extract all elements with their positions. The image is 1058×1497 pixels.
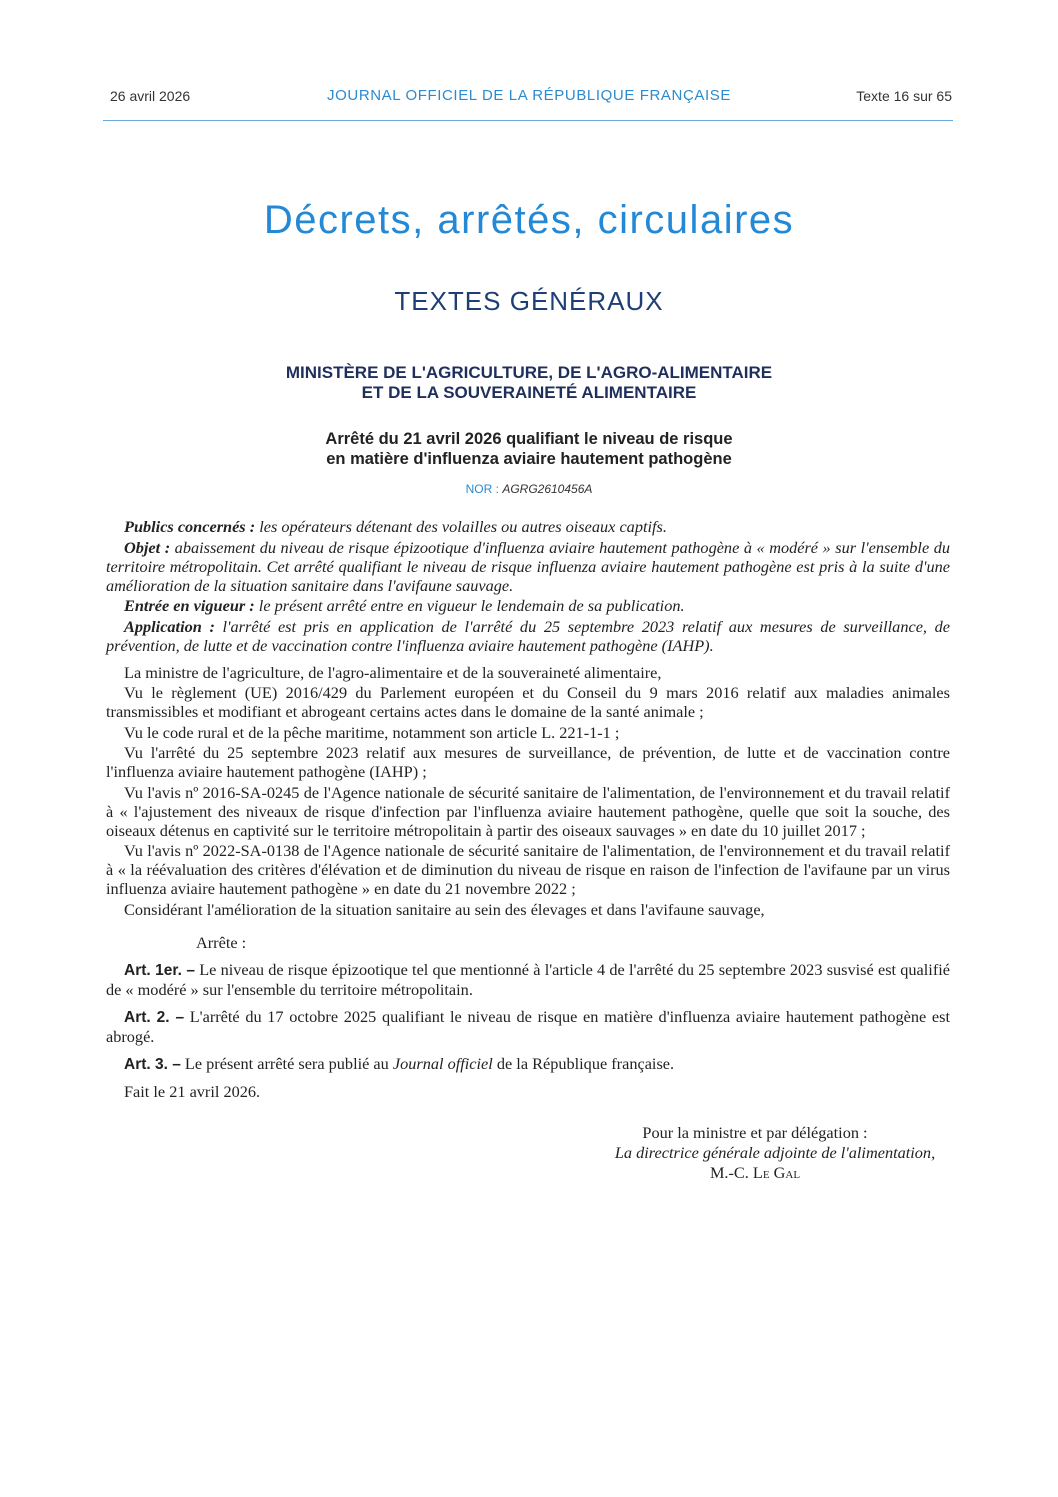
signature-block: [560, 1123, 950, 1183]
nor-reference: [0, 482, 1058, 496]
article-text: L'arrêté du 17 octobre 2025 qualifiant le niveau de risque en matière d'influenza aviaire hautement pathogène est abrogé.: [106, 1006, 950, 1046]
done-at: Fait le 21 avril 2026.: [124, 1081, 261, 1101]
signature-delegation: Pour la ministre et par délégation :: [642, 1123, 868, 1142]
header-divider: [103, 120, 953, 121]
article-label: Art. 2. –: [124, 1008, 185, 1026]
nor-label: NOR :: [465, 482, 499, 496]
nor-value: AGRG2610456A: [502, 482, 593, 496]
arrete-word: Arrête :: [196, 932, 247, 952]
preamble-paragraph: La ministre de l'agriculture, de l'agro-alimentaire et de la souveraineté alimentaire,: [124, 662, 662, 682]
ministry-heading: [0, 363, 1058, 403]
summary-publics: [106, 517, 950, 536]
arrete-title: [0, 430, 1058, 469]
article-text: de la République française.: [492, 1053, 675, 1073]
publication-date: 26 avril 2026: [110, 88, 191, 104]
arrete-title-line: en matière d'influenza aviaire hautement pathogène: [326, 449, 732, 468]
summary-text: abaissement du niveau de risque épizootique d'influenza aviaire hautement pathogène à « modéré » sur l'ensemble du territoire métropolitain. Cet arrêté qualifiant le niveau de risque influenza aviaire hautement pathogène est pris à la suite d'une amélioration de la situation sanitaire dans l'avifaune sauvage.: [106, 537, 950, 595]
page-indicator: Texte 16 sur 65: [856, 88, 952, 104]
signatory-name: M.-C. Le Gal: [709, 1163, 801, 1182]
ministry-line: ET DE LA SOUVERAINETÉ ALIMENTAIRE: [361, 383, 697, 402]
ministry-line: MINISTÈRE DE L'AGRICULTURE, DE L'AGRO-ALIMENTAIRE: [285, 363, 773, 382]
summary-label: Application :: [124, 616, 215, 636]
arrete-title-line: Arrêté du 21 avril 2026 qualifiant le niveau de risque: [325, 430, 733, 448]
signature-role: La directrice générale adjointe de l'alimentation,: [614, 1143, 936, 1162]
article-label: Art. 3. –: [124, 1055, 181, 1073]
article-3: [106, 1054, 950, 1074]
preamble-paragraph: Vu l'arrêté du 25 septembre 2023 relatif aux mesures de surveillance, de prévention, de lutte et de vaccination contre l'influenza aviaire hautement pathogène (IAHP) ;: [106, 743, 950, 781]
preamble-paragraph: Considérant l'amélioration de la situation sanitaire au sein des élevages et dans l'avifaune sauvage,: [124, 899, 765, 919]
journal-name: JOURNAL OFFICIEL DE LA RÉPUBLIQUE FRANÇAISE: [327, 87, 731, 104]
summary-application: [106, 617, 950, 655]
preamble-paragraph: Vu l'avis nº 2016-SA-0245 de l'Agence nationale de sécurité sanitaire de l'alimentation, de l'environnement et du travail relatif à « l'ajustement des niveaux de risque d'infection par l'influenza aviaire hautement pathogène, quelle que soit la souche, des oiseaux détenus en captivité sur le territoire métropolitain à partir des oiseaux sauvages » en date du 10 juillet 2017 ;: [106, 782, 950, 840]
article-text: Le niveau de risque épizootique tel que mentionné à l'article 4 de l'arrêté du 25 septembre 2023 susvisé est qualifié de « modéré » sur l'ensemble du territoire métropolitain.: [106, 959, 951, 999]
journal-officiel-ref: Journal officiel: [392, 1053, 493, 1073]
article-label: Art. 1er. –: [124, 961, 195, 979]
summary-label: Publics concernés :: [124, 517, 256, 536]
summary-label: Objet :: [124, 537, 171, 557]
preamble-paragraph: Vu l'avis nº 2022-SA-0138 de l'Agence nationale de sécurité sanitaire de l'alimentation, de l'environnement et du travail relatif à « la réévaluation des critères d'élévation et de diminution du niveau de risque en raison de l'infection de l'avifaune par un virus influenza aviaire hautement pathogène » en date du 21 novembre 2022 ;: [106, 841, 950, 898]
summary-label: Entrée en vigueur :: [124, 596, 255, 615]
article-text: Le présent arrêté sera publié au: [180, 1053, 393, 1073]
section-heading: TEXTES GÉNÉRAUX: [394, 286, 664, 316]
preamble-paragraph: Vu le règlement (UE) 2016/429 du Parlement européen et du Conseil du 9 mars 2016 relatif aux maladies animales transmissibles et modifiant et abrogeant certains actes dans le domaine de la santé animale ;: [106, 683, 950, 721]
article-1: [106, 960, 950, 999]
preamble-paragraph: Vu le code rural et de la pêche maritime, notamment son article L. 221-1-1 ;: [124, 722, 620, 742]
summary-text: l'arrêté est pris en application de l'arrêté du 25 septembre 2023 relatif aux mesures de surveillance, de prévention, de lutte et de vaccination contre l'influenza aviaire hautement pathogène (IAHP).: [106, 616, 950, 655]
page-title: Décrets, arrêtés, circulaires: [263, 198, 795, 242]
document-body: [106, 517, 950, 1102]
summary-entree: [106, 596, 950, 615]
article-2: [106, 1007, 950, 1046]
summary-text: le présent arrêté entre en vigueur le lendemain de sa publication.: [254, 596, 685, 615]
summary-text: les opérateurs détenant des volailles ou autres oiseaux captifs.: [255, 517, 667, 536]
summary-objet: [106, 538, 950, 595]
